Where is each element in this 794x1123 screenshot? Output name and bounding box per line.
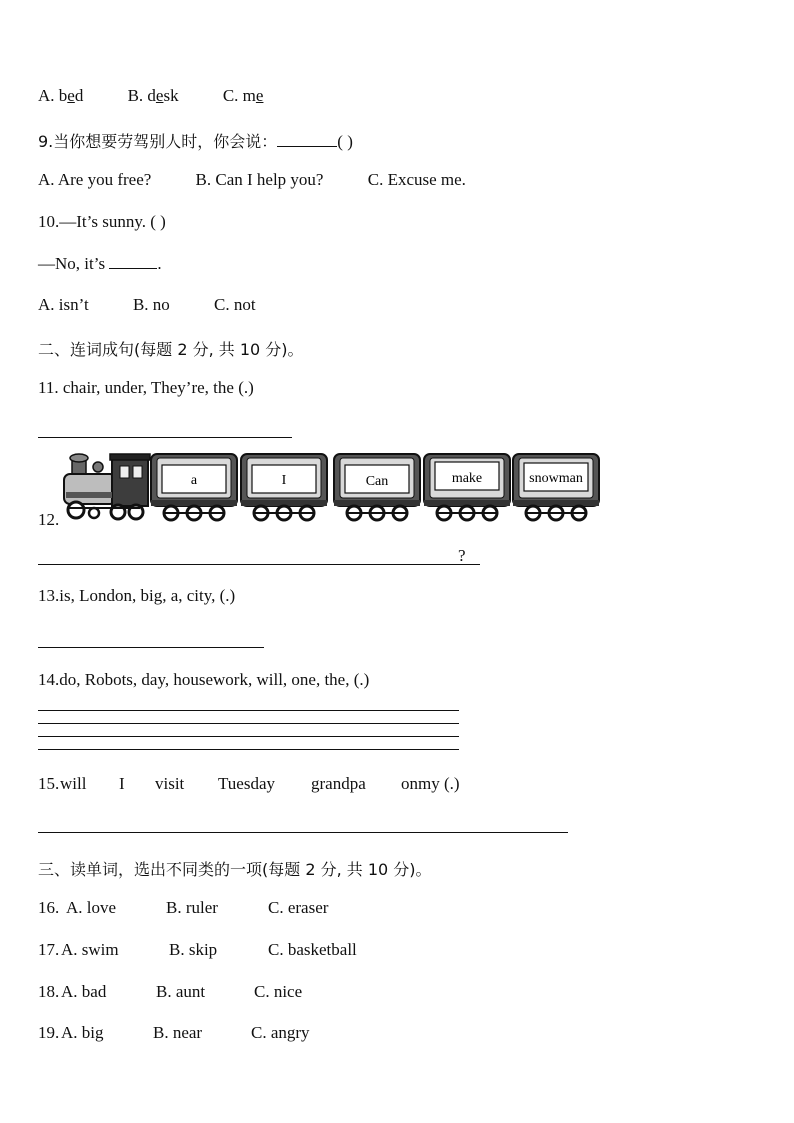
train-car-1	[151, 454, 237, 520]
train-car-5	[513, 454, 599, 520]
car-2-word: I	[281, 473, 287, 488]
q9-options	[38, 170, 466, 190]
q14-answer-line-1[interactable]	[38, 710, 459, 711]
q16-number: 16.	[38, 898, 60, 917]
q10-reply-text: —No, it’s	[38, 254, 106, 273]
car-3-word: Can	[365, 474, 389, 489]
q9-paren: ( )	[337, 132, 353, 151]
q11-answer-line[interactable]	[38, 437, 292, 438]
q15-word-4: Tuesday	[218, 774, 275, 793]
q12-question-mark: ?	[458, 546, 466, 565]
q10-option-a: A. isn’t	[38, 295, 89, 314]
q16-option-c: C. eraser	[268, 898, 329, 917]
q8-options	[38, 86, 263, 106]
q17-option-c: C. basketball	[268, 940, 357, 959]
q15-word-6: onmy (.)	[401, 774, 460, 793]
q9-option-b: B. Can I help you?	[195, 170, 324, 189]
q18-option-c: C. nice	[254, 982, 303, 1001]
q9-question	[38, 129, 353, 152]
q9-prompt: 9.当你想要劳驾别人时，你会说：	[38, 132, 278, 151]
q19-option-c: C. angry	[251, 1023, 310, 1042]
q17-option-b: B. skip	[169, 940, 218, 959]
q19-option-b: B. near	[153, 1023, 203, 1042]
q10-options	[38, 295, 256, 315]
q12-answer-line[interactable]	[38, 564, 480, 565]
q10-reply	[38, 254, 162, 274]
q18-option-b: B. aunt	[156, 982, 206, 1001]
q15-answer-line[interactable]	[38, 832, 568, 833]
q9-option-c: C. Excuse me.	[367, 170, 466, 189]
q14-answer-line-3[interactable]	[38, 736, 459, 737]
q9-option-a: A. Are you free?	[38, 170, 152, 189]
q17-option-a: A. swim	[61, 940, 119, 959]
q15-word-3: visit	[155, 774, 185, 793]
q18-option-a: A. bad	[61, 982, 107, 1001]
q15-word-2: I	[119, 774, 125, 793]
train-car-3	[334, 454, 420, 520]
q13-prompt: 13.is, London, big, a, city, (.)	[38, 586, 236, 605]
section-3-heading: 三、读单词，选出不同类的一项(每题 2 分, 共 10 分)。	[38, 860, 432, 879]
section-2-heading: 二、连词成句(每题 2 分, 共 10 分)。	[38, 340, 304, 359]
q8-option-b: B. desk	[127, 86, 179, 105]
q10-option-c: C. not	[214, 295, 256, 314]
q16-option-a: A. love	[66, 898, 117, 917]
q14-answer-line-4[interactable]	[38, 749, 459, 750]
q10-answer-blank[interactable]	[109, 254, 157, 269]
q17-number: 17.	[38, 940, 60, 959]
q16-option-b: B. ruler	[166, 898, 218, 917]
q10-reply-period: .	[157, 254, 162, 273]
q19-number: 19.	[38, 1023, 60, 1042]
train-car-2	[241, 454, 327, 520]
q12-train-illustration	[58, 450, 603, 528]
train-car-4	[424, 454, 510, 520]
q15-word-5: grandpa	[311, 774, 366, 793]
q10-prompt: 10.—It’s sunny. ( )	[38, 212, 166, 231]
q8-option-c: C. me	[222, 86, 264, 105]
q8-option-a: A. bed	[38, 86, 84, 105]
car-1-word: a	[190, 473, 198, 488]
q13-answer-line[interactable]	[38, 647, 264, 648]
q10-option-b: B. no	[132, 295, 170, 314]
q18-number: 18.	[38, 982, 60, 1001]
q19-option-a: A. big	[61, 1023, 104, 1042]
q11-prompt: 11. chair, under, They’re, the (.)	[38, 378, 254, 397]
steam-locomotive-icon	[64, 454, 150, 519]
q14-answer-line-2[interactable]	[38, 723, 459, 724]
q15-word-1: will	[60, 774, 87, 793]
q15-number: 15.	[38, 774, 60, 793]
car-5-word: snowman	[529, 471, 583, 486]
q14-prompt: 14.do, Robots, day, housework, will, one, the, (.)	[38, 670, 370, 689]
q9-answer-blank[interactable]	[277, 132, 337, 147]
q12-number: 12.	[38, 510, 60, 529]
car-4-word: make	[451, 471, 483, 486]
